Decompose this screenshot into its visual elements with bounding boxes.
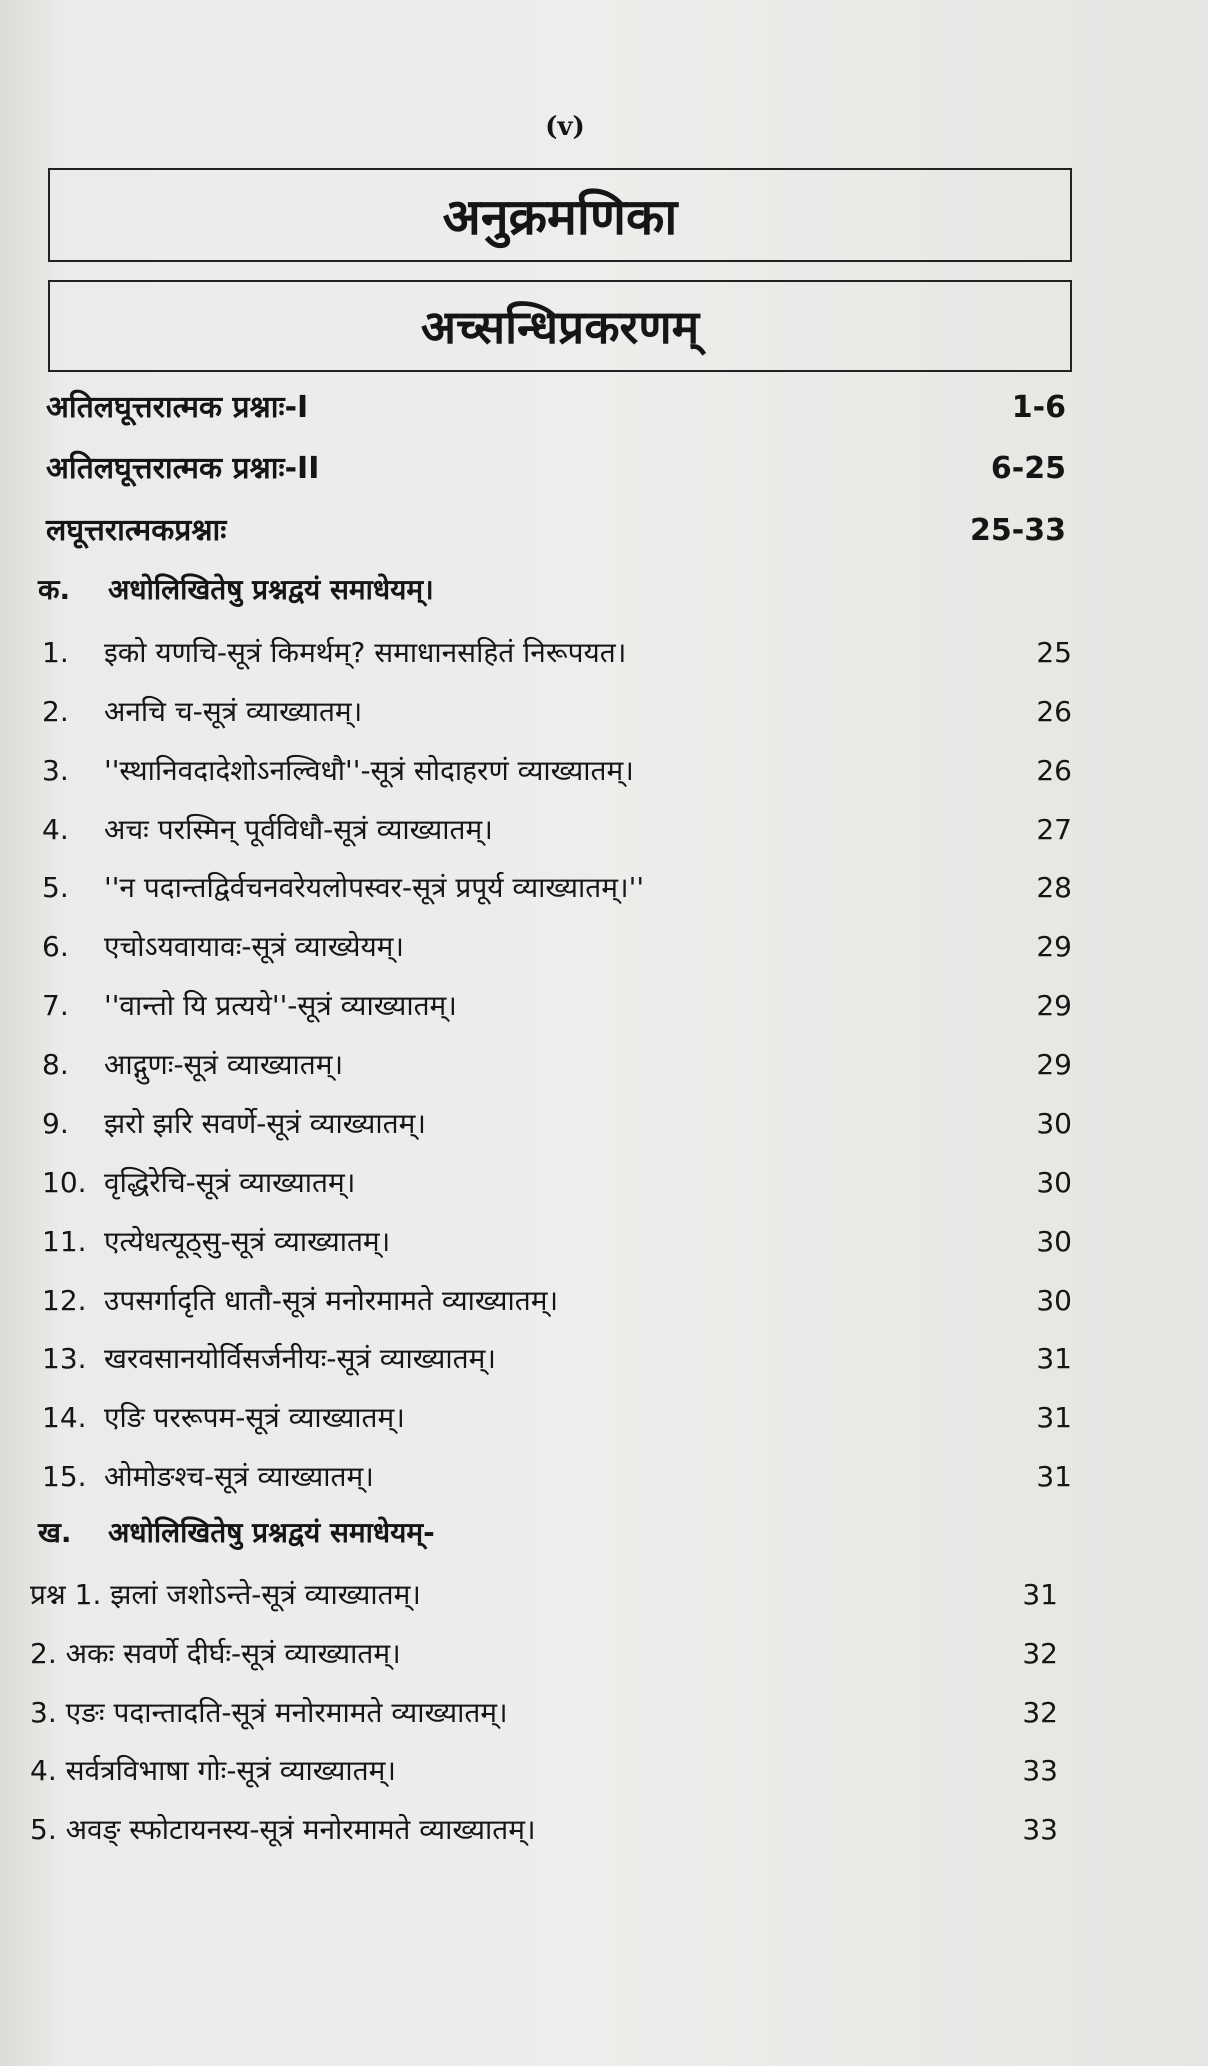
section-pages: 25-33 xyxy=(970,513,1066,548)
item-text: ''स्थानिवदादेशोऽनल्विधौ''-सूत्रं सोदाहरणं व्याख्यातम्। xyxy=(104,754,634,787)
group-a-heading xyxy=(38,570,1038,608)
list-item[interactable] xyxy=(42,810,1072,848)
item-number: 3. xyxy=(42,754,69,787)
list-item[interactable] xyxy=(30,1575,1058,1613)
item-text: ओमोङश्च-सूत्रं व्याख्यातम्। xyxy=(104,1460,374,1493)
list-item[interactable] xyxy=(42,1104,1072,1142)
list-item[interactable] xyxy=(42,1398,1072,1436)
item-number: 12. xyxy=(42,1284,87,1317)
item-page: 33 xyxy=(1022,1813,1058,1846)
item-page: 30 xyxy=(1036,1166,1072,1199)
item-text: झरो झरि सवर्णे-सूत्रं व्याख्यातम्। xyxy=(104,1107,426,1140)
item-page: 25 xyxy=(1036,636,1072,669)
item-page: 26 xyxy=(1036,695,1072,728)
item-page: 30 xyxy=(1036,1107,1072,1140)
list-item[interactable] xyxy=(42,692,1072,730)
index-title: अनुक्रमणिका xyxy=(442,188,678,246)
item-page: 32 xyxy=(1022,1696,1058,1729)
section-label: अतिलघूत्तरात्मक प्रश्नाः-I xyxy=(46,390,309,425)
section-row[interactable] xyxy=(46,385,1066,426)
item-number: 10. xyxy=(42,1166,87,1199)
item-text: अचः परस्मिन् पूर्वविधौ-सूत्रं व्याख्यातम्। xyxy=(104,813,493,846)
item-text: ''न पदान्तद्विर्वचनवरेयलोपस्वर-सूत्रं प्रपूर्य व्याख्यातम्।'' xyxy=(104,871,645,904)
item-text: एत्येधत्यूठ्सु-सूत्रं व्याख्यातम्। xyxy=(104,1225,391,1258)
item-number: 6. xyxy=(42,930,69,963)
item-text: प्रश्न 1. झलां जशोऽन्ते-सूत्रं व्याख्यातम्। xyxy=(30,1578,421,1611)
list-item[interactable] xyxy=(42,751,1072,789)
item-text: आद्गुणः-सूत्रं व्याख्यातम्। xyxy=(104,1048,344,1081)
item-number: 8. xyxy=(42,1048,69,1081)
list-item[interactable] xyxy=(30,1810,1058,1848)
list-item[interactable] xyxy=(42,1339,1072,1377)
item-page: 26 xyxy=(1036,754,1072,787)
item-text: ''वान्तो यि प्रत्यये''-सूत्रं व्याख्यातम्। xyxy=(104,989,457,1022)
item-text: उपसर्गादृति धातौ-सूत्रं मनोरमामते व्याख्यातम्। xyxy=(104,1284,559,1317)
item-page: 28 xyxy=(1036,871,1072,904)
item-text: इको यणचि-सूत्रं किमर्थम्? समाधानसहितं निरूपयत। xyxy=(104,636,627,669)
list-item[interactable] xyxy=(42,927,1072,965)
item-page: 33 xyxy=(1022,1754,1058,1787)
section-pages: 1-6 xyxy=(1011,390,1066,425)
item-number: 2. xyxy=(42,695,69,728)
list-item[interactable] xyxy=(42,1281,1072,1319)
list-item[interactable] xyxy=(42,868,1072,906)
group-b-marker: ख. xyxy=(38,1516,72,1549)
item-page: 31 xyxy=(1036,1401,1072,1434)
item-page: 31 xyxy=(1036,1460,1072,1493)
item-text: 5. अवङ् स्फोटायनस्य-सूत्रं मनोरमामते व्याख्यातम्। xyxy=(30,1813,536,1846)
item-page: 30 xyxy=(1036,1284,1072,1317)
item-number: 9. xyxy=(42,1107,69,1140)
chapter-title: अच्सन्धिप्रकरणम् xyxy=(420,300,700,354)
list-item[interactable] xyxy=(30,1751,1058,1789)
index-title-box xyxy=(48,168,1072,262)
list-item[interactable] xyxy=(42,986,1072,1024)
item-text: अनचि च-सूत्रं व्याख्यातम्। xyxy=(104,695,363,728)
section-row[interactable] xyxy=(46,446,1066,487)
section-label: लघूत्तरात्मकप्रश्नाः xyxy=(46,513,227,548)
item-page: 32 xyxy=(1022,1637,1058,1670)
group-a-heading-text: अधोलिखितेषु प्रश्नद्वयं समाधेयम्। xyxy=(108,573,434,606)
item-text: 3. एङः पदान्तादति-सूत्रं मनोरमामते व्याख्यातम्। xyxy=(30,1696,508,1729)
list-item[interactable] xyxy=(42,633,1072,671)
item-number: 11. xyxy=(42,1225,87,1258)
list-item[interactable] xyxy=(42,1457,1072,1495)
item-page: 29 xyxy=(1036,1048,1072,1081)
item-number: 7. xyxy=(42,989,69,1022)
item-text: खरवसानयोर्विसर्जनीयः-सूत्रं व्याख्यातम्। xyxy=(104,1342,496,1375)
chapter-title-box xyxy=(48,280,1072,372)
group-a-marker: क. xyxy=(38,573,71,606)
item-text: 2. अकः सवर्णे दीर्घः-सूत्रं व्याख्यातम्। xyxy=(30,1637,401,1670)
list-item[interactable] xyxy=(30,1634,1058,1672)
group-b-heading xyxy=(38,1513,1038,1551)
item-number: 13. xyxy=(42,1342,87,1375)
list-item[interactable] xyxy=(30,1693,1058,1731)
section-label: अतिलघूत्तरात्मक प्रश्नाः-II xyxy=(46,451,320,486)
item-page: 29 xyxy=(1036,930,1072,963)
item-number: 14. xyxy=(42,1401,87,1434)
item-text: वृद्धिरेचि-सूत्रं व्याख्यातम्। xyxy=(104,1166,356,1199)
item-page: 27 xyxy=(1036,813,1072,846)
section-row[interactable] xyxy=(46,508,1066,549)
group-b-heading-text: अधोलिखितेषु प्रश्नद्वयं समाधेयम्- xyxy=(108,1516,435,1549)
item-text: 4. सर्वत्रविभाषा गोः-सूत्रं व्याख्यातम्। xyxy=(30,1754,396,1787)
item-page: 30 xyxy=(1036,1225,1072,1258)
page-number: (v) xyxy=(545,112,585,142)
item-text: एङि पररूपम-सूत्रं व्याख्यातम्। xyxy=(104,1401,405,1434)
item-number: 15. xyxy=(42,1460,87,1493)
item-number: 5. xyxy=(42,871,69,904)
list-item[interactable] xyxy=(42,1222,1072,1260)
item-number: 4. xyxy=(42,813,69,846)
item-page: 29 xyxy=(1036,989,1072,1022)
item-number: 1. xyxy=(42,636,69,669)
section-pages: 6-25 xyxy=(990,451,1066,486)
item-page: 31 xyxy=(1036,1342,1072,1375)
item-page: 31 xyxy=(1022,1578,1058,1611)
list-item[interactable] xyxy=(42,1163,1072,1201)
list-item[interactable] xyxy=(42,1045,1072,1083)
item-text: एचोऽयवायावः-सूत्रं व्याख्येयम्। xyxy=(104,930,405,963)
